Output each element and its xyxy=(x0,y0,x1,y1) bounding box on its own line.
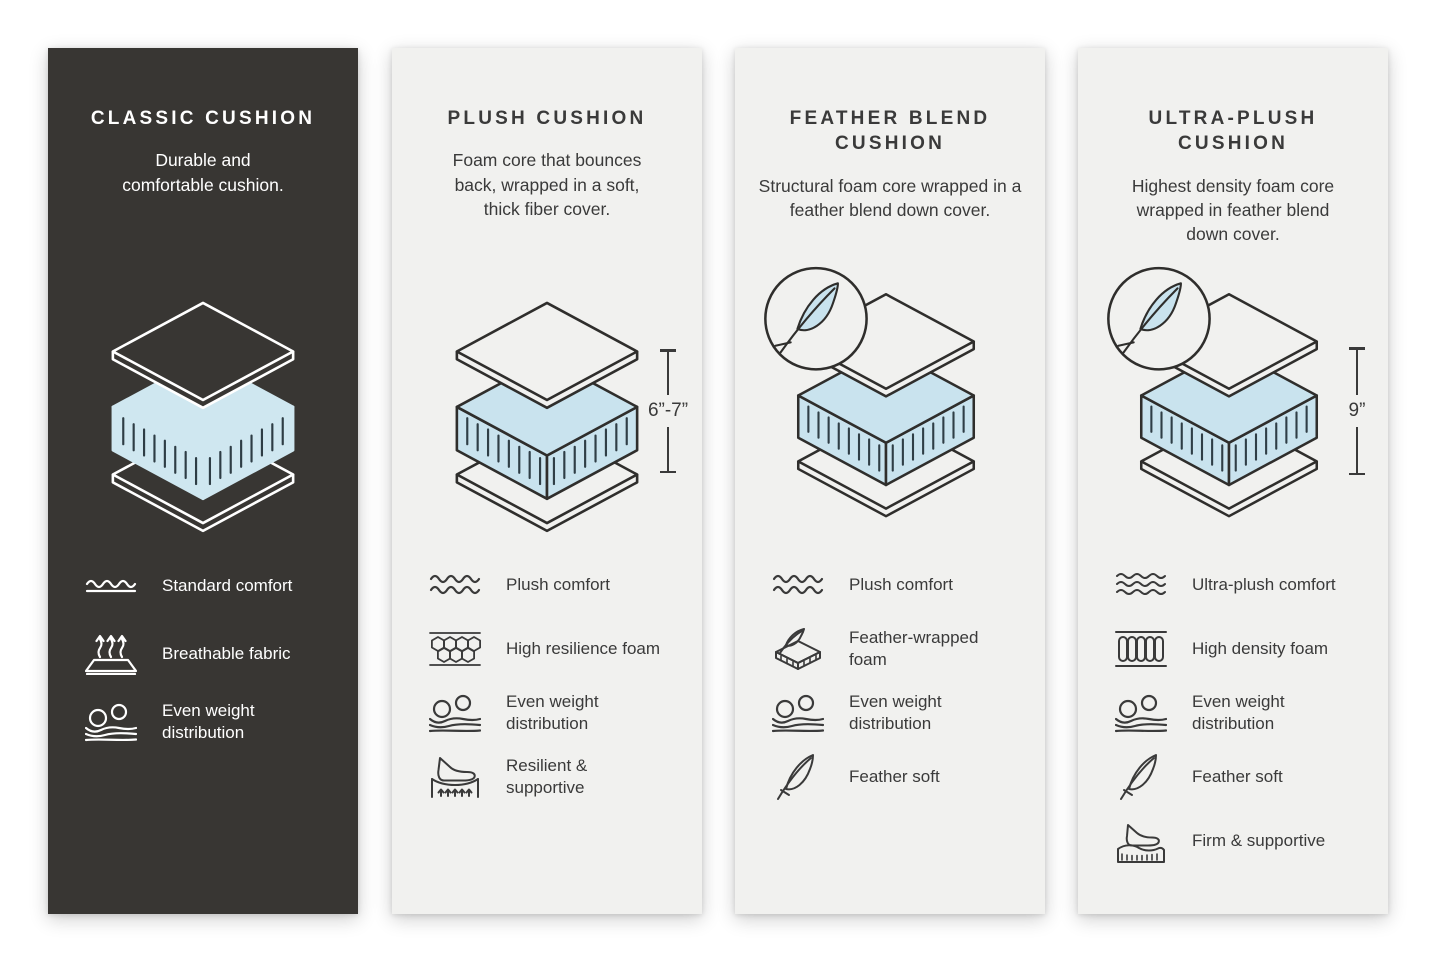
feature-label: Plush comfort xyxy=(849,575,953,595)
panel-description: Highest density foam core wrapped in feather blend down cover. xyxy=(1131,175,1335,245)
single-wave-icon xyxy=(84,576,138,596)
feature-item xyxy=(771,752,1031,802)
feature-item xyxy=(84,696,344,748)
feature-label: Even weight distribution xyxy=(1192,692,1285,733)
dimension-line xyxy=(667,427,670,471)
feature-label: Resilient & supportive xyxy=(506,756,588,797)
feature-item xyxy=(84,560,344,612)
feature-label: Even weight distribution xyxy=(162,701,255,742)
feather-badge-icon xyxy=(765,268,866,369)
dimension-bottom-cap xyxy=(660,471,676,474)
feature-label: Feather soft xyxy=(849,767,940,787)
feature-label: Breathable fabric xyxy=(162,644,291,664)
panel-feather-blend-cushion xyxy=(735,48,1045,914)
height-dimension-marker xyxy=(1332,347,1382,475)
high-density-foam-icon xyxy=(1114,630,1168,668)
layered-cushion-diagram-with-feather-badge xyxy=(1098,258,1360,528)
panel-title: FEATHER BLEND CUSHION xyxy=(789,108,991,155)
feature-label: Plush comfort xyxy=(506,575,610,595)
feature-list xyxy=(1114,560,1374,880)
feature-item xyxy=(771,560,1031,610)
feature-label: Ultra-plush comfort xyxy=(1192,575,1336,595)
dimension-line xyxy=(1356,350,1359,396)
resilient-foot-icon xyxy=(428,754,482,800)
feather-badge-icon xyxy=(1108,268,1209,369)
feature-list xyxy=(84,560,344,764)
panel-description: Structural foam core wrapped in a feather blend down cover. xyxy=(758,175,1022,221)
feature-label: High resilience foam xyxy=(506,639,661,659)
panel-classic-cushion xyxy=(48,48,358,914)
dimension-line xyxy=(667,352,670,396)
even-weight-icon xyxy=(1114,693,1168,733)
dimension-line xyxy=(1356,427,1359,473)
feature-label: Standard comfort xyxy=(162,576,293,596)
feature-item xyxy=(1114,688,1374,738)
feature-item xyxy=(428,624,688,674)
feather-icon xyxy=(771,752,825,802)
height-dimension-marker xyxy=(643,349,693,473)
feature-label: High density foam xyxy=(1192,639,1329,659)
feature-item xyxy=(771,688,1031,738)
feather-icon xyxy=(1114,752,1168,802)
panel-title: CLASSIC CUSHION xyxy=(90,108,316,129)
feather-wrapped-foam-icon xyxy=(771,627,825,671)
feature-label: Even weight distribution xyxy=(506,692,599,733)
feature-item xyxy=(1114,624,1374,674)
feature-item xyxy=(428,560,688,610)
feature-list xyxy=(771,560,1031,816)
honeycomb-foam-icon xyxy=(428,631,482,667)
feature-label: Even weight distribution xyxy=(849,692,942,733)
even-weight-icon xyxy=(428,693,482,733)
feature-item xyxy=(1114,752,1374,802)
feature-item xyxy=(1114,560,1374,610)
feature-label: Firm & supportive xyxy=(1192,831,1326,851)
feature-item xyxy=(428,688,688,738)
layered-cushion-diagram xyxy=(73,296,333,543)
breathable-fabric-icon xyxy=(84,633,138,675)
even-weight-icon xyxy=(771,693,825,733)
panel-description: Durable and comfortable cushion. xyxy=(122,150,284,195)
panel-title: ULTRA-PLUSH CUSHION xyxy=(1148,108,1318,155)
even-weight-icon xyxy=(84,702,138,742)
feature-item xyxy=(1114,816,1374,866)
feature-label: Feather-wrapped foam xyxy=(849,628,979,669)
feature-item xyxy=(428,752,688,802)
dimension-label: 6”-7” xyxy=(647,400,689,421)
panel-plush-cushion xyxy=(392,48,702,914)
feature-label: Feather soft xyxy=(1192,767,1283,787)
feature-item xyxy=(771,624,1031,674)
panel-description: Foam core that bounces back, wrapped in a soft, thick fiber cover. xyxy=(452,150,642,219)
dimension-label: 9” xyxy=(1348,400,1366,421)
feature-item xyxy=(84,628,344,680)
double-wave-icon xyxy=(428,572,482,598)
dimension-bottom-cap xyxy=(1349,473,1365,476)
feature-list xyxy=(428,560,688,816)
panel-title: PLUSH CUSHION xyxy=(447,108,647,129)
panel-ultra-plush-cushion xyxy=(1078,48,1388,914)
double-wave-icon xyxy=(771,572,825,598)
layered-cushion-diagram xyxy=(417,296,677,543)
layered-cushion-diagram-with-feather-badge xyxy=(755,258,1017,528)
firm-supportive-icon xyxy=(1114,818,1168,864)
triple-wave-icon xyxy=(1114,571,1168,599)
